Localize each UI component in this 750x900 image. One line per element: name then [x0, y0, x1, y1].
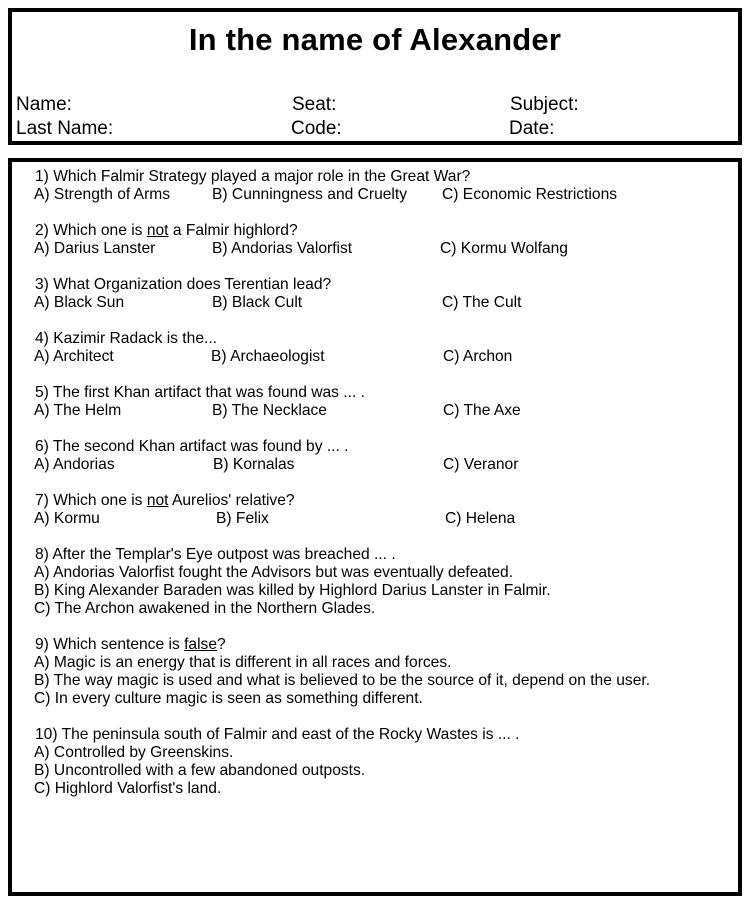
- option-b: B) King Alexander Baraden was killed by Highlord Darius Lanster in Falmir.: [34, 582, 551, 599]
- question-prompt: 8) After the Templar's Eye outpost was breached ... .: [35, 546, 396, 563]
- question-prompt: 9) Which sentence is false?: [35, 636, 226, 653]
- option-a: A) Strength of Arms: [34, 186, 171, 203]
- option-c: C) Economic Restrictions: [442, 186, 618, 203]
- option-c: C) Highlord Valorfist's land.: [34, 780, 222, 797]
- option-c: C) The Axe: [443, 402, 521, 419]
- option-b: B) Black Cult: [212, 294, 303, 311]
- option-a: A) Magic is an energy that is different in all races and forces.: [34, 654, 452, 671]
- question-8: [34, 546, 551, 618]
- option-a: A) Architect: [34, 348, 114, 365]
- option-c: C) Helena: [445, 510, 516, 527]
- option-c: C) The Cult: [442, 294, 522, 311]
- code-field-label: Code:: [291, 118, 342, 139]
- subject-field-label: Subject:: [510, 94, 579, 115]
- option-a: A) Black Sun: [34, 294, 125, 311]
- option-b: B) Felix: [216, 510, 269, 527]
- question-1: [34, 168, 618, 204]
- question-4: [34, 330, 513, 366]
- question-prompt: 7) Which one is not Aurelios' relative?: [35, 492, 295, 509]
- name-field-label: Name:: [16, 94, 72, 115]
- option-c: C) Kormu Wolfang: [440, 240, 568, 257]
- question-2: [34, 222, 568, 258]
- option-b: B) Andorias Valorfist: [212, 240, 353, 257]
- question-prompt: 3) What Organization does Terentian lead?: [35, 276, 332, 293]
- question-5: [34, 384, 521, 420]
- question-7: [34, 492, 516, 528]
- option-b: B) The Necklace: [212, 402, 327, 419]
- option-a: A) Darius Lanster: [34, 240, 156, 257]
- option-b: B) The way magic is used and what is believed to be the source of it, depend on the user.: [34, 672, 651, 689]
- option-a: A) Andorias: [34, 456, 115, 473]
- emphasis-underline: false: [184, 636, 218, 653]
- option-c: C) Veranor: [443, 456, 519, 473]
- option-a: A) The Helm: [34, 402, 122, 419]
- question-6: [34, 438, 519, 474]
- emphasis-underline: not: [146, 222, 169, 239]
- question-prompt: 1) Which Falmir Strategy played a major role in the Great War?: [35, 168, 471, 185]
- header-box: [8, 8, 742, 145]
- question-10: [34, 726, 520, 798]
- question-prompt: 6) The second Khan artifact was found by ... .: [35, 438, 349, 455]
- date-field-label: Date:: [509, 118, 555, 139]
- page-title: In the name of Alexander: [188, 22, 562, 57]
- option-b: B) Archaeologist: [211, 348, 325, 365]
- seat-field-label: Seat:: [292, 94, 337, 115]
- option-a: A) Kormu: [34, 510, 100, 527]
- option-b: B) Cunningness and Cruelty: [212, 186, 408, 203]
- emphasis-underline: not: [146, 492, 169, 509]
- option-c: C) In every culture magic is seen as something different.: [34, 690, 423, 707]
- last-name-field-label: Last Name:: [16, 118, 114, 139]
- option-a: A) Controlled by Greenskins.: [34, 744, 234, 761]
- option-b: B) Kornalas: [213, 456, 295, 473]
- question-3: [34, 276, 522, 312]
- question-prompt: 2) Which one is not a Falmir highlord?: [35, 222, 298, 239]
- question-prompt: 4) Kazimir Radack is the...: [35, 330, 217, 347]
- question-prompt: 10) The peninsula south of Falmir and east of the Rocky Wastes is ... .: [35, 726, 520, 743]
- option-a: A) Andorias Valorfist fought the Advisors but was eventually defeated.: [34, 564, 514, 581]
- option-b: B) Uncontrolled with a few abandoned outposts.: [34, 762, 366, 779]
- question-prompt: 5) The first Khan artifact that was found was ... .: [35, 384, 365, 401]
- option-c: C) Archon: [443, 348, 513, 365]
- question-9: [34, 636, 650, 708]
- option-c: C) The Archon awakened in the Northern Glades.: [34, 600, 376, 617]
